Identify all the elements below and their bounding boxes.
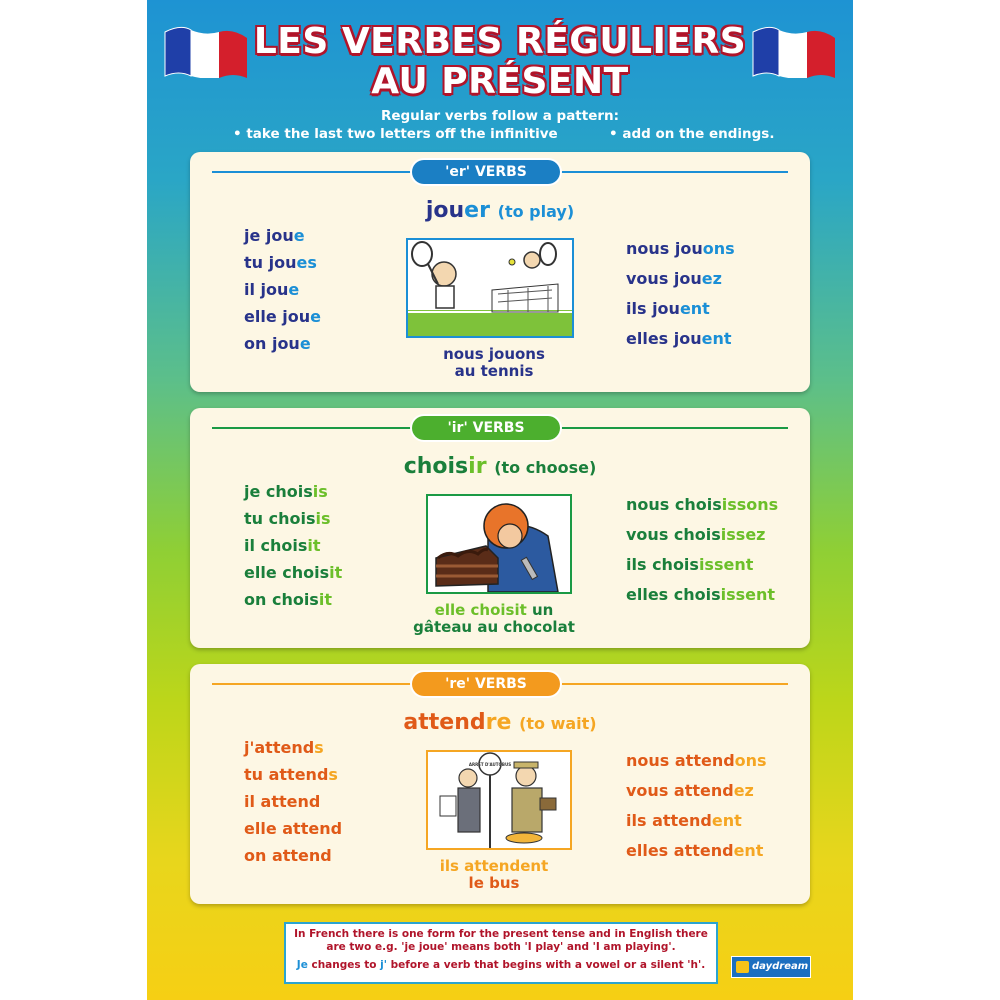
note-text: In French there is one form for the present tense and in English there are two e.g. 'je joue' means both 'I play' and 'I am playing'. [294, 928, 708, 953]
conjugation-form: tu choisis [244, 509, 331, 528]
page-title-line-2: AU PRÉSENT [371, 61, 629, 102]
plural-forms [626, 234, 735, 354]
conjugation-form: nous jouons [626, 239, 735, 258]
verb-stem: attend [403, 710, 486, 735]
section-label: 'er' VERBS [412, 160, 560, 184]
grammar-note [284, 922, 718, 984]
intro-text: Regular verbs follow a pattern: [380, 108, 620, 124]
conjugation-form: vous attendez [626, 781, 754, 800]
chocolate-cake-illustration [426, 494, 572, 594]
verb-meaning: (to wait) [519, 714, 597, 733]
conjugation-form: ils choisissent [626, 555, 754, 574]
re-verbs-panel [190, 664, 810, 904]
conjugation-form: tu joues [244, 253, 317, 272]
ir-verbs-panel [190, 408, 810, 648]
conjugation-form: elles choisissent [626, 585, 776, 604]
poster [147, 0, 853, 1000]
conjugation-form: ils attendent [626, 811, 742, 830]
conjugation-form: j'attends [244, 738, 324, 757]
conjugation-form: tu attends [244, 765, 338, 784]
conjugation-form: on attend [244, 846, 332, 865]
conjugation-form: elle joue [244, 307, 321, 326]
picture-caption: ils attendent le bus [439, 857, 549, 892]
conjugation-form: elle choisit [244, 563, 343, 582]
conjugation-form: je choisis [244, 482, 328, 501]
conjugation-form: je joue [244, 226, 305, 245]
conjugation-form: elles attendent [626, 841, 764, 860]
conjugation-form: on joue [244, 334, 311, 353]
verb-ending: re [485, 710, 512, 735]
singular-forms [244, 734, 342, 869]
verb-headword [190, 454, 810, 479]
page-title: LES VERBES RÉGULIERS [253, 21, 747, 62]
singular-forms [244, 222, 321, 357]
section-label: 'ir' VERBS [412, 416, 560, 440]
bus-stop-sign: ARRÊT D'AUTOBUS [468, 762, 512, 767]
bus-stop-illustration [426, 750, 572, 850]
conjugation-form: ils jouent [626, 299, 710, 318]
verb-stem: jou [425, 198, 465, 223]
verb-headword [190, 198, 810, 223]
plural-forms [626, 490, 778, 610]
conjugation-form: il joue [244, 280, 300, 299]
verb-ending: ir [468, 454, 487, 479]
logo-icon [736, 961, 749, 973]
conjugation-form: nous attendons [626, 751, 767, 770]
intro-bullet: • add on the endings. [609, 126, 775, 142]
conjugation-form: vous choisissez [626, 525, 766, 544]
section-label: 're' VERBS [412, 672, 560, 696]
verb-stem: chois [403, 454, 469, 479]
conjugation-form: nous choisissons [626, 495, 779, 514]
er-verbs-panel [190, 152, 810, 392]
verb-meaning: (to play) [497, 202, 575, 221]
verb-meaning: (to choose) [494, 458, 597, 477]
conjugation-form: il attend [244, 792, 321, 811]
conjugation-form: on choisit [244, 590, 332, 609]
verb-ending: er [464, 198, 490, 223]
verb-headword [190, 710, 810, 735]
conjugation-form: vous jouez [626, 269, 722, 288]
picture-caption: elle choisit un gâteau au chocolat [413, 601, 575, 636]
tennis-illustration [406, 238, 574, 338]
note-text: Je changes to j' before a verb that begins with a vowel or a silent 'h'. [296, 959, 706, 971]
publisher-logo: daydream [731, 956, 811, 978]
conjugation-form: elle attend [244, 819, 343, 838]
singular-forms [244, 478, 342, 613]
picture-caption: nous jouons au tennis [443, 345, 545, 380]
conjugation-form: elles jouent [626, 329, 732, 348]
intro-bullet: • take the last two letters off the infinitive [233, 126, 558, 142]
plural-forms [626, 746, 767, 866]
conjugation-form: il choisit [244, 536, 321, 555]
